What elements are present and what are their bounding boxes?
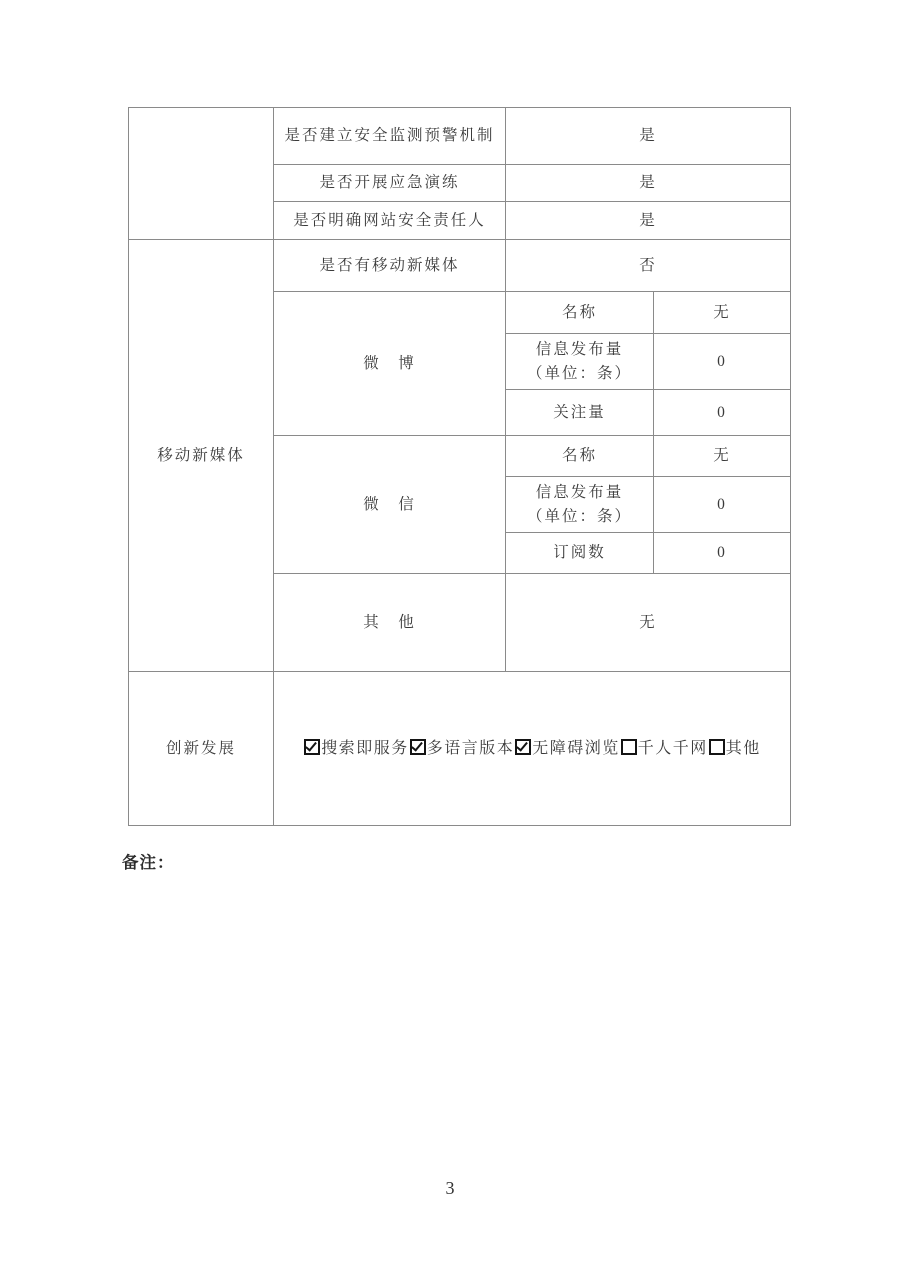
wechat-label: 微 信 (274, 436, 506, 574)
wechat-field-value: 0 (654, 477, 791, 533)
wechat-field-label-line2: （单位：条） (526, 507, 632, 525)
checkbox-personalized-web-icon[interactable] (621, 739, 637, 755)
weibo-field-value: 0 (654, 334, 791, 390)
checkbox-multilingual-icon[interactable] (410, 739, 426, 755)
weibo-field-label-line2: （单位：条） (526, 364, 632, 382)
innovation-checkbox-cell (274, 672, 791, 826)
other-media-value: 无 (506, 574, 791, 672)
weibo-field-label (506, 334, 654, 390)
security-question-label: 是否明确网站安全责任人 (274, 202, 506, 240)
other-media-label: 其 他 (274, 574, 506, 672)
weibo-label: 微 博 (274, 292, 506, 436)
table-row (129, 240, 791, 292)
security-question-label: 是否开展应急演练 (274, 165, 506, 202)
has-mobile-media-label: 是否有移动新媒体 (274, 240, 506, 292)
security-question-text: 是否建立安全监测预警机制 (284, 127, 495, 144)
weibo-field-label: 名称 (506, 292, 654, 334)
checkbox-accessibility-icon[interactable] (515, 739, 531, 755)
wechat-field-value: 0 (654, 533, 791, 574)
security-answer: 是 (506, 202, 791, 240)
checkbox-item (514, 736, 620, 762)
security-answer: 是 (506, 165, 791, 202)
security-question-label (274, 108, 506, 165)
report-table-container (128, 107, 791, 826)
wechat-field-value: 无 (654, 436, 791, 477)
innovation-checkbox-line (303, 740, 761, 757)
checkbox-label: 其他 (725, 739, 761, 757)
wechat-field-label: 名称 (506, 436, 654, 477)
security-answer: 是 (506, 108, 791, 165)
checkbox-item (620, 736, 708, 762)
weibo-field-label: 关注量 (506, 390, 654, 436)
wechat-field-label: 订阅数 (506, 533, 654, 574)
checkbox-label: 无障碍浏览 (532, 739, 620, 757)
annual-report-table (128, 107, 791, 826)
checkbox-item (409, 736, 515, 762)
security-section-label-cell (129, 108, 274, 240)
weibo-field-value: 0 (654, 390, 791, 436)
checkbox-label: 千人千网 (637, 739, 708, 757)
checkbox-label: 多语言版本 (426, 739, 515, 757)
remark-label: 备注： (122, 853, 175, 872)
checkbox-search-as-service-icon[interactable] (304, 739, 320, 755)
wechat-field-label (506, 477, 654, 533)
has-mobile-media-value: 否 (506, 240, 791, 292)
weibo-field-value: 无 (654, 292, 791, 334)
table-row (129, 108, 791, 165)
checkbox-item (708, 736, 761, 762)
checkbox-item (303, 736, 409, 762)
page-number: 3 (445, 1178, 455, 1198)
wechat-field-label-line1: 信息发布量 (535, 483, 624, 501)
weibo-field-label-line1: 信息发布量 (535, 340, 624, 358)
innovation-section-label: 创新发展 (129, 672, 274, 826)
table-row (129, 672, 791, 826)
mobile-media-section-label: 移动新媒体 (129, 240, 274, 672)
checkbox-other-icon[interactable] (709, 739, 725, 755)
checkbox-label: 搜索即服务 (321, 739, 409, 757)
